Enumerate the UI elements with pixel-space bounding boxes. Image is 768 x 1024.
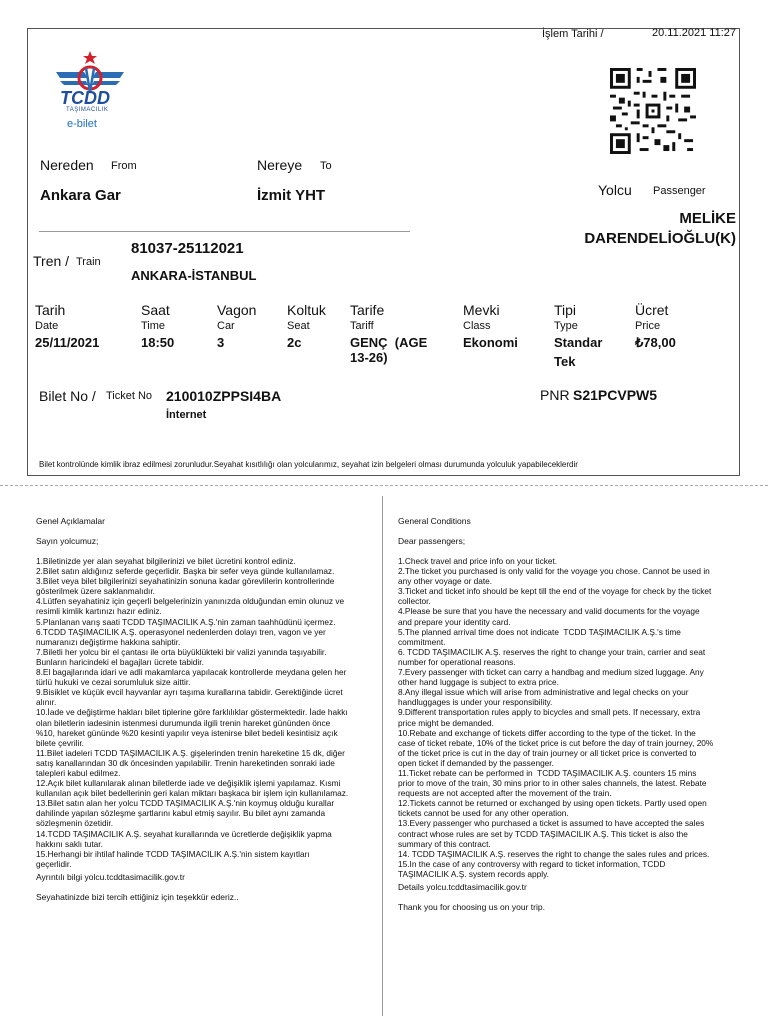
ticket-no-label-tr: Bilet No / [39, 388, 96, 404]
terms-en-items: 1.Check travel and price info on your ticket. 2.The ticket you purchased is only valid for the voyage you chose. Cannot be used in any other voyage or date. 3.Ticket and ticket info should be kept till the end of the voyage for check by the ticket collector. 4.Please be sure that you have the necessary and valid documents for the voyage and prepare your identity card. 5.The planned arrival time does not indicate TCDD TAŞIMACILIK A.Ş.'s time commitment. 6. TCDD TAŞIMACILIK A.Ş. reserves the right to change your train, carrier and seat number for operational reasons. 7.Every passenger with ticket can carry a handbag and medium sized luggage. Any other hand luggage is subject to extra price. 8.Any illegal issue which will arise from administrative and legal checks on your handluggages is under your responsibility. 9.Different transportation rules apply to bicycles and small pets. If necessary, extra price might be demanded. 10.Rebate and exchange of tickets differ according to the type of the ticket. In the case of ticket rebate, 10% of the ticket price is cut before the day of train journey, 20% of the ticket price is cut in the day of train journey or all ticket price is converted to open ticket if demanded by the passenger. 11.Ticket rebate can be performed in TCDD TAŞIMACILIK A.Ş. counters 15 mins prior to move of the train, 30 mins prior to in other sales channels, the latest. Rebate requests are not accepted after the movement of the train. 12.Tickets cannot be returned or exchanged by using open tickets. Partly used open tickets cannot be used for any other operation. 13.Every passenger who purchased a ticket is assumed to have accepted the sales contract whose rules are set by TCDD TAŞIMACILIK A.Ş. This ticket is also the summary of this contract. 14. TCDD TAŞIMACILIK A.Ş. reserves the right to change the sales rules and prices. 15.In the case of any controversy with regard to ticket information, TCDD TAŞIMACILIK A.Ş. system records apply. [398, 556, 714, 879]
pnr-label: PNR [540, 387, 570, 403]
to-value: İzmit YHT [257, 187, 326, 204]
train-label-en: Train [76, 256, 101, 268]
detail-tariff [350, 302, 427, 365]
type-value-2: Tek [554, 354, 576, 369]
passenger-name-line2: DARENDELİOĞLU(K) [584, 230, 736, 247]
sales-channel: İnternet [166, 409, 207, 421]
ebilet-label: e-bilet [67, 118, 97, 130]
class-label-en: Class [463, 320, 491, 332]
qr-code-icon [610, 68, 696, 154]
pnr-value: S21PCVPW5 [573, 387, 658, 403]
train-line: ANKARA-İSTANBUL [131, 268, 257, 283]
date-value: 25/11/2021 [35, 335, 100, 350]
seat-value: 2c [287, 335, 302, 350]
tariff-value: GENÇ (AGE [350, 335, 428, 350]
class-value: Ekonomi [463, 335, 518, 350]
date-label-en: Date [35, 320, 59, 332]
train-number: 81037-25112021 [131, 240, 244, 257]
terms-tr-greeting: Sayın yolcumuz; [36, 536, 99, 546]
tcdd-brand: TCDD [60, 88, 110, 108]
car-value: 3 [217, 335, 225, 350]
ticket-number: 210010ZPPSI4BA [166, 388, 282, 404]
route-divider [39, 231, 410, 232]
detail-car [217, 302, 256, 350]
id-notice: Bilet kontrolünde kimlik ibraz edilmesi zorunludur.Seyahat kısıtlılığı olan yolcularımız, seyahat izin belgeleri olması durumunda yolculuk yapabileceklerdir [39, 460, 578, 469]
type-label-tr: Tipi [554, 302, 577, 318]
price-value: ₺78,00 [635, 335, 676, 350]
cut-line [0, 485, 768, 486]
tariff-label-en: Tariff [350, 320, 374, 332]
price-label-en: Price [635, 320, 661, 332]
issue-date-label: İşlem Tarihi / [542, 28, 604, 40]
detail-date [35, 302, 99, 350]
detail-type [554, 302, 602, 369]
to-label-en: To [320, 160, 332, 172]
passenger-label-tr: Yolcu [598, 182, 632, 198]
terms-en-info: Details yolcu.tcddtasimacilik.gov.tr [398, 882, 527, 892]
column-divider [382, 496, 383, 1016]
from-label-tr: Nereden [40, 157, 94, 173]
terms-en-title: General Conditions [398, 516, 471, 526]
time-label-tr: Saat [141, 302, 170, 318]
train-label-tr: Tren / [33, 253, 70, 269]
seat-label-en: Seat [287, 320, 310, 332]
from-value: Ankara Gar [40, 187, 121, 204]
seat-label-tr: Koltuk [287, 302, 326, 318]
car-label-tr: Vagon [217, 302, 257, 318]
car-label-en: Car [217, 320, 235, 332]
passenger-name-line1: MELİKE [679, 210, 736, 227]
terms-en-greeting: Dear passengers; [398, 536, 466, 546]
date-label-tr: Tarih [35, 302, 66, 318]
detail-time [141, 302, 174, 350]
from-label-en: From [111, 160, 137, 172]
tariff-value-2: 13-26) [350, 350, 388, 365]
tcdd-logo [50, 48, 130, 133]
terms-tr-title: Genel Açıklamalar [36, 516, 105, 526]
type-label-en: Type [554, 320, 578, 332]
detail-price [635, 302, 676, 351]
issue-date-value: 20.11.2021 11:27 [652, 27, 737, 39]
detail-class [463, 302, 518, 350]
tcdd-sub: TAŞIMACILIK [66, 107, 109, 113]
detail-seat [287, 302, 326, 350]
class-label-tr: Mevki [463, 302, 500, 318]
time-label-en: Time [141, 320, 166, 332]
terms-tr-items: 1.Biletinizde yer alan seyahat bilgilerinizi ve bilet ücretini kontrol ediniz. 2.Bilet satın aldığınız seferde geçerlidir. Başka bir sefer veya günde kullanılamaz. 3.Bilet veya bilet bilgilerinizi seyahatinizin sonuna kadar görevlilerin kontrollerinde gösterilmek üzere saklanmalıdır. 4.Lütfen seyahatiniz için geçerli belgelerinizin yanınızda olduğundan emin olunuz ve resimli kimlik kartınızı hazır ediniz. 5.Planlanan varış saati TCDD TAŞIMACILIK A.Ş.'nin zaman taahhüdünü içermez. 6.TCDD TAŞIMACILIK A.Ş. operasyonel nedenlerden dolayı tren, vagon ve yer numaranızı değiştirme hakkına sahiptir. 7.Biletli her yolcu bir el çantası ile orta büyüklükteki bir valizi yanında taşıyabilir. Bunların haricindeki el bagajları ücrete tabidir. 8.El bagajlarında idari ve adli makamlarca yapılacak kontrollerde meydana gelen her türlü hukuki ve cezai sorumluluk size aittir. 9.Bisiklet ve küçük evcil hayvanlar ayrı taşıma kurallarına tabidir. Gerektiğinde ücret alınır. 10.İade ve değiştirme hakları bilet tiplerine göre farklılıklar göstermektedir. İade hakkı olan biletlerin iadesinin istenmesi durumunda ilgili trenin hareket gününden önce %10, hareket gününde %20 kesinti yapılır veya istenirse bilet bedeli kesintisiz açık bilete çevrilir. 11.Bilet iadeleri TCDD TAŞIMACILIK A.Ş. gişelerinden trenin hareketine 15 dk, diğer satış kanallarından 30 dk öncesinden yapılabilir. Trenin hareketinden sonraki iade talepleri kabul edilmez. 12.Açık bilet kullanılarak alınan biletlerde iade ve değişiklik işlemi yapılamaz. Kısmi kullanılan açık bilet bedellerinin geri kalan miktarı başkaca bir işlem için kullanılamaz. 13.Bilet satın alan her yolcu TCDD TAŞIMACILIK A.Ş.'nin koymuş olduğu kurallar dahilinde yapılan sözleşme şartlarını kabul etmiş sayılır. Bu bilet aynı zamanda sözleşmenin özetidir. 14.TCDD TAŞIMACILIK A.Ş. seyahat kurallarında ve ücretlerde değişiklik yapma hakkını saklı tutar. 15.Herhangi bir ihtilaf halinde TCDD TAŞIMACILIK A.Ş.'nin sistem kayıtları geçerlidir. [36, 556, 349, 869]
type-value: Standar [554, 335, 603, 350]
terms-tr-info: Ayrıntılı bilgi yolcu.tcddtasimacilik.gov.tr [36, 872, 185, 882]
tariff-label-tr: Tarife [350, 302, 385, 318]
ticket-no-label-en: Ticket No [106, 390, 153, 402]
price-label-tr: Ücret [635, 302, 669, 318]
passenger-label-en: Passenger [653, 185, 706, 197]
to-label-tr: Nereye [257, 157, 303, 173]
time-value: 18:50 [141, 335, 175, 350]
terms-tr-thanks: Seyahatinizde bizi tercih ettiğiniz için teşekkür ederiz.. [36, 892, 239, 902]
terms-en-thanks: Thank you for choosing us on your trip. [398, 902, 545, 912]
